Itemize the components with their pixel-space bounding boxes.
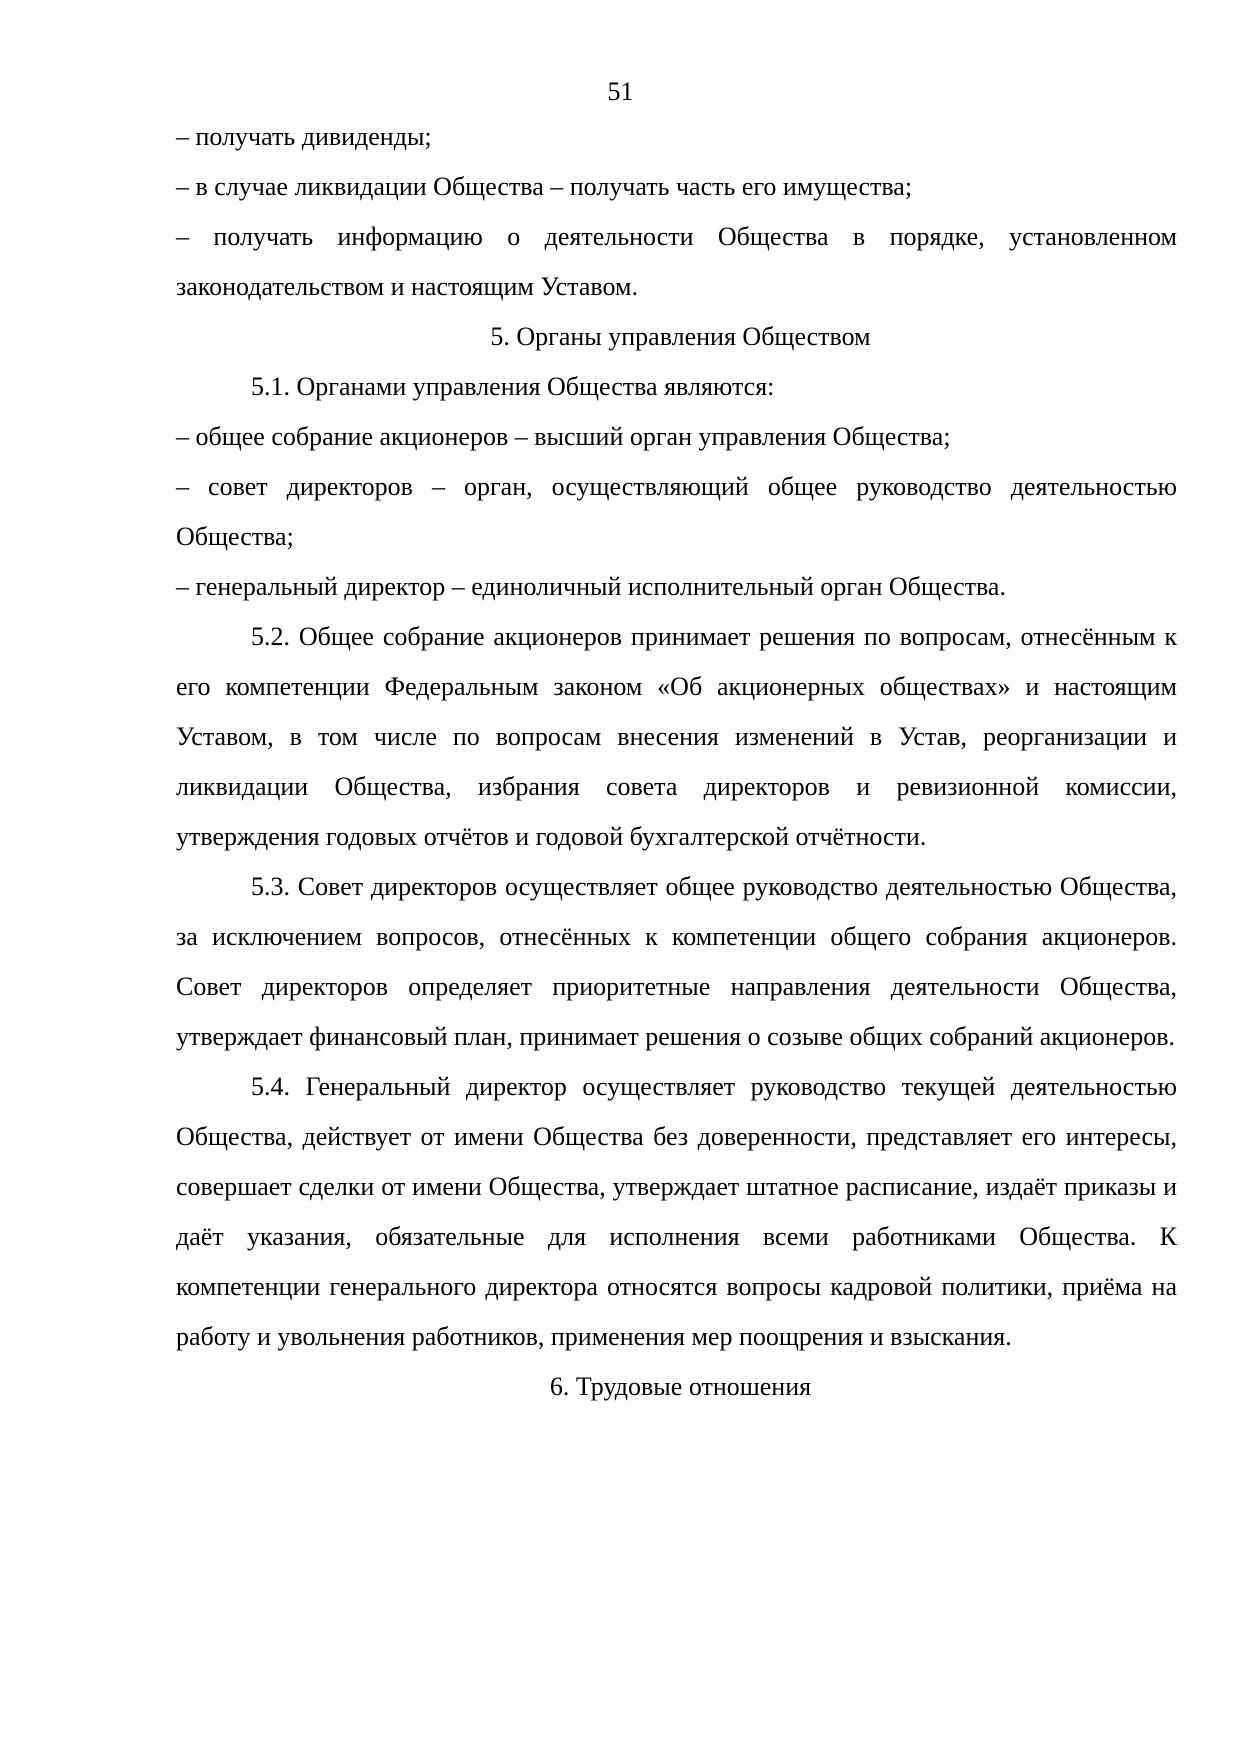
document-body [176,112,1177,1412]
list-item-dividends: – получать дивиденды; [176,122,432,151]
clause-5-1: 5.1. Органами управления Общества являются: [251,372,775,401]
clause-5-4: 5.4. Генеральный директор осуществляет руководство текущей деятельностью Общества, действует от имени Общества без доверенности, представляет его интересы, совершает сделки от имени Общества, утверждает штатное расписание, издаёт приказы и даёт указания, обязательные для исполнения всеми работниками Общества. К компетенции генерального директора относятся вопросы кадровой политики, приёма на работу и увольнения работников, применения мер поощрения и взыскания. [176,1072,1177,1351]
list-item-board-of-directors: – совет директоров – орган, осуществляющий общее руководство деятельностью Общества; [176,472,1177,551]
list-item-information-right: – получать информацию о деятельности Общества в порядке, установленном законодательством и настоящим Уставом. [176,222,1177,301]
list-item-general-director: – генеральный директор – единоличный исполнительный орган Общества. [176,572,1006,601]
list-item-liquidation-share: – в случае ликвидации Общества – получать часть его имущества; [176,172,913,201]
list-item-general-meeting: – общее собрание акционеров – высший орган управления Общества; [176,422,951,451]
section-heading-labor-relations: 6. Трудовые отношения [549,1372,812,1401]
section-heading-governance: 5. Органы управления Обществом [490,322,871,351]
clause-5-2: 5.2. Общее собрание акционеров принимает решения по вопросам, отнесённым к его компетенции Федеральным законом «Об акционерных обществах» и настоящим Уставом, в том числе по вопросам внесения изменений в Устав, реорганизации и ликвидации Общества, избрания совета директоров и ревизионной комиссии, утверждения годовых отчётов и годовой бухгалтерской отчётности. [176,622,1177,851]
clause-5-3: 5.3. Совет директоров осуществляет общее руководство деятельностью Общества, за исключением вопросов, отнесённых к компетенции общего собрания акционеров. Совет директоров определяет приоритетные направления деятельности Общества, утверждает финансовый план, принимает решения о созыве общих собраний акционеров. [176,872,1177,1051]
page-number: 51 [607,77,634,106]
